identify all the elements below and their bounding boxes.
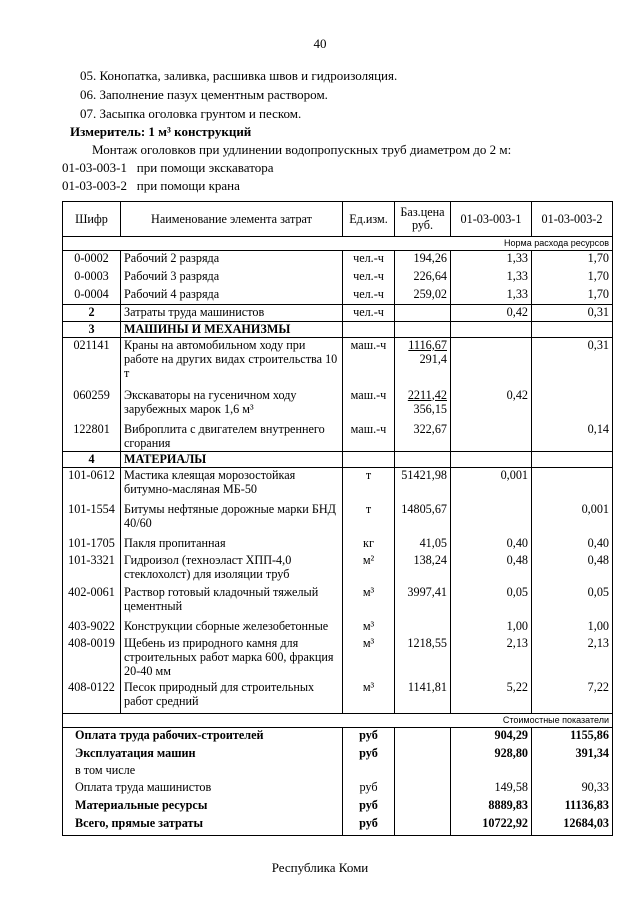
header-col1: 01-03-003-1: [451, 202, 532, 237]
total-unit: руб: [343, 746, 395, 763]
cell-unit: чел.-ч: [343, 269, 395, 287]
cell-v1: 1,33: [451, 251, 532, 269]
cell-v1: 0,42: [451, 305, 532, 322]
cell-unit: чел.-ч: [343, 287, 395, 305]
section-row: [63, 322, 613, 338]
section-code: 4: [63, 452, 121, 468]
cell-price: [395, 338, 451, 388]
cell-name: Затраты труда машинистов: [121, 305, 343, 322]
total-v1: 904,29: [451, 728, 532, 746]
cell-v1: [451, 502, 532, 536]
header-unit: Ед.изм.: [343, 202, 395, 237]
cell-price: 3997,41: [395, 585, 451, 619]
section-title: МАТЕРИАЛЫ: [121, 452, 343, 468]
totals-row: [63, 798, 613, 816]
total-unit: руб: [343, 816, 395, 836]
total-v1: 149,58: [451, 780, 532, 798]
cell-code: 408-0122: [63, 680, 121, 714]
cell-unit: м³: [343, 619, 395, 636]
cell-v2: 1,00: [532, 619, 613, 636]
code-2-text: при помощи крана: [136, 178, 240, 193]
cell-v1: 0,48: [451, 553, 532, 585]
header-price: Баз.цена руб.: [395, 202, 451, 237]
totals-row: [63, 816, 613, 836]
table-row: [63, 536, 613, 553]
price-main: 1116,67: [408, 338, 447, 352]
total-v2: 11136,83: [532, 798, 613, 816]
cell-v2: 1,70: [532, 269, 613, 287]
totals-row: [63, 763, 613, 780]
cell-unit: м³: [343, 680, 395, 714]
cell-price: 1141,81: [395, 680, 451, 714]
cell-name: Экскаваторы на гусеничном ходу зарубежных марок 1,6 м³: [121, 388, 343, 422]
total-unit: руб: [343, 728, 395, 746]
table-row: [63, 468, 613, 502]
section-code: 3: [63, 322, 121, 338]
cell-v1: 0,40: [451, 536, 532, 553]
table-row: [63, 251, 613, 269]
totals-row: [63, 746, 613, 763]
cell-code: 408-0019: [63, 636, 121, 680]
cell-unit: маш.-ч: [343, 338, 395, 388]
cell-v2: 0,31: [532, 338, 613, 388]
cell-v2: [532, 468, 613, 502]
cell-price: 322,67: [395, 422, 451, 452]
cell-v2: 0,40: [532, 536, 613, 553]
cell-v2: 0,31: [532, 305, 613, 322]
cell-v1: 1,33: [451, 287, 532, 305]
cell-price: 259,02: [395, 287, 451, 305]
cell-unit: кг: [343, 536, 395, 553]
work-description: Монтаж оголовков при удлинении водопропускных труб диаметром до 2 м:: [92, 142, 512, 157]
cell-v2: [532, 388, 613, 422]
totals-row: [63, 780, 613, 798]
cell-v2: 0,05: [532, 585, 613, 619]
cell-name: Виброплита с двигателем внутреннего сгорания: [121, 422, 343, 452]
cell-v1: 1,33: [451, 269, 532, 287]
header-code: Шифр: [63, 202, 121, 237]
cell-price: 138,24: [395, 553, 451, 585]
cell-v2: 1,70: [532, 287, 613, 305]
total-label: Всего, прямые затраты: [63, 816, 343, 836]
cell-name: Рабочий 4 разряда: [121, 287, 343, 305]
cell-name: Рабочий 3 разряда: [121, 269, 343, 287]
code-1: 01-03-003-1: [62, 160, 127, 175]
cell-code: 122801: [63, 422, 121, 452]
cell-v2: 0,48: [532, 553, 613, 585]
cell-name: Раствор готовый кладочный тяжелый цементный: [121, 585, 343, 619]
cell-price: [395, 388, 451, 422]
cell-name: Мастика клеящая морозостойкая битумно-масляная МБ-50: [121, 468, 343, 502]
cell-unit: м³: [343, 636, 395, 680]
cell-code: 101-1554: [63, 502, 121, 536]
total-v2: 1155,86: [532, 728, 613, 746]
cell-unit: м²: [343, 553, 395, 585]
cell-name: Щебень из природного камня для строительных работ марка 600, фракция 20-40 мм: [121, 636, 343, 680]
cell-name: Битумы нефтяные дорожные марки БНД 40/60: [121, 502, 343, 536]
cell-name: Рабочий 2 разряда: [121, 251, 343, 269]
table-row: [63, 585, 613, 619]
total-v1: 10722,92: [451, 816, 532, 836]
table-header: [63, 202, 613, 237]
table-row: [63, 269, 613, 287]
total-label: Оплата труда машинистов: [63, 780, 343, 798]
section-title: МАШИНЫ И МЕХАНИЗМЫ: [121, 322, 343, 338]
header-name: Наименование элемента затрат: [121, 202, 343, 237]
table-row: [63, 680, 613, 714]
cell-unit: маш.-ч: [343, 388, 395, 422]
cell-code: 2: [63, 305, 121, 322]
intro-line-2: 06. Заполнение пазух цементным раствором.: [80, 87, 328, 102]
table-row: [63, 338, 613, 388]
cell-code: 0-0003: [63, 269, 121, 287]
cell-v2: 2,13: [532, 636, 613, 680]
cell-v1: 0,001: [451, 468, 532, 502]
cell-price: 51421,98: [395, 468, 451, 502]
total-unit: руб: [343, 780, 395, 798]
total-v1: 928,80: [451, 746, 532, 763]
code-2: 01-03-003-2: [62, 178, 127, 193]
total-label: Эксплуатация машин: [63, 746, 343, 763]
cell-v1: 0,05: [451, 585, 532, 619]
table-row: [63, 636, 613, 680]
code-line-2: [62, 178, 240, 194]
cell-v1: 1,00: [451, 619, 532, 636]
cell-name: Конструкции сборные железобетонные: [121, 619, 343, 636]
total-unit: руб: [343, 798, 395, 816]
intro-line-3: 07. Засыпка оголовка грунтом и песком.: [80, 106, 302, 121]
cell-name: Гидроизол (техноэласт ХПП-4,0 стеклохолст) для изоляции труб: [121, 553, 343, 585]
price-main: 2211,42: [407, 387, 447, 402]
meter-heading: Измеритель: 1 м³ конструкций: [70, 124, 252, 139]
price-secondary: 356,15: [413, 401, 447, 416]
cell-unit: чел.-ч: [343, 251, 395, 269]
cell-v1: 0,42: [451, 388, 532, 422]
table-row: [63, 287, 613, 305]
code-line-1: [62, 160, 273, 176]
cell-price: 194,26: [395, 251, 451, 269]
table-row: [63, 305, 613, 322]
total-v1: 8889,83: [451, 798, 532, 816]
table-row: [63, 553, 613, 585]
cell-price: 1218,55: [395, 636, 451, 680]
cell-price: 41,05: [395, 536, 451, 553]
price-secondary: 291,4: [419, 352, 447, 366]
total-v2: 90,33: [532, 780, 613, 798]
cell-unit: чел.-ч: [343, 305, 395, 322]
table-row: [63, 422, 613, 452]
cell-v2: 0,001: [532, 502, 613, 536]
cell-code: 0-0004: [63, 287, 121, 305]
table-row: [63, 502, 613, 536]
cell-name: Песок природный для строительных работ средний: [121, 680, 343, 714]
cell-code: 101-0612: [63, 468, 121, 502]
page-number: 40: [313, 36, 327, 51]
cell-name: Пакля пропитанная: [121, 536, 343, 553]
cell-v1: [451, 422, 532, 452]
section-row: [63, 452, 613, 468]
cell-code: 403-9022: [63, 619, 121, 636]
cell-name: Краны на автомобильном ходу при работе на других видах строительства 10 т: [121, 338, 343, 388]
cost-label: Стоимостные показатели: [63, 714, 613, 728]
total-v2: 12684,03: [532, 816, 613, 836]
cell-code: 402-0061: [63, 585, 121, 619]
cell-price: [395, 619, 451, 636]
footer-region: Республика Коми: [271, 860, 369, 875]
total-label: в том числе: [63, 763, 343, 780]
cell-v2: 1,70: [532, 251, 613, 269]
norm-label: Норма расхода ресурсов: [63, 237, 613, 251]
cell-unit: м³: [343, 585, 395, 619]
total-label: Материальные ресурсы: [63, 798, 343, 816]
cell-v2: 7,22: [532, 680, 613, 714]
header-col2: 01-03-003-2: [532, 202, 613, 237]
resource-table: [62, 201, 613, 836]
cell-v1: 2,13: [451, 636, 532, 680]
cell-code: 101-3321: [63, 553, 121, 585]
cell-unit: т: [343, 502, 395, 536]
table-row: [63, 388, 613, 422]
cell-v1: [451, 338, 532, 388]
table-row: [63, 619, 613, 636]
cell-price: 14805,67: [395, 502, 451, 536]
cell-unit: маш.-ч: [343, 422, 395, 452]
cell-v1: 5,22: [451, 680, 532, 714]
cell-price: 226,64: [395, 269, 451, 287]
cell-code: 021141: [63, 338, 121, 388]
total-label: Оплата труда рабочих-строителей: [63, 728, 343, 746]
cell-unit: т: [343, 468, 395, 502]
intro-line-1: 05. Конопатка, заливка, расшивка швов и гидроизоляция.: [80, 68, 398, 83]
code-1-text: при помощи экскаватора: [136, 160, 274, 175]
cell-v2: 0,14: [532, 422, 613, 452]
cell-code: 101-1705: [63, 536, 121, 553]
cell-code: 0-0002: [63, 251, 121, 269]
total-v2: 391,34: [532, 746, 613, 763]
cell-code: 060259: [63, 388, 121, 422]
totals-row: [63, 728, 613, 746]
